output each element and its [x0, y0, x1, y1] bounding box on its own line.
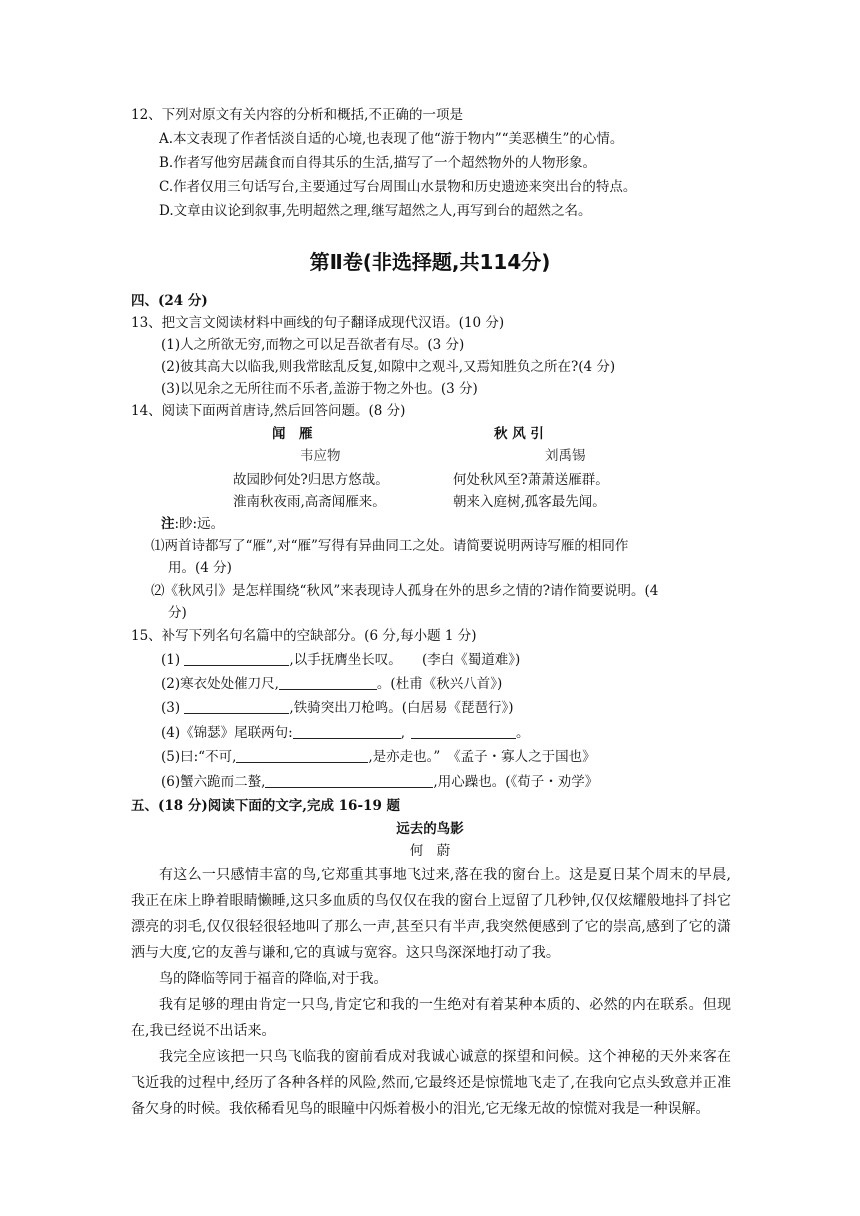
- part5-header: 五、(18 分)阅读下面的文字,完成 16-19 题: [131, 798, 401, 814]
- q15-item-text: 寒衣处处催刀尺,: [180, 676, 279, 692]
- article-title: 远去的鸟影: [396, 821, 464, 837]
- q15-item-num: (4): [161, 725, 181, 741]
- q15-item-5: [161, 746, 596, 768]
- q15-item-text: ,以手抚膺坐长叹。 (李白《蜀道难》): [289, 652, 521, 668]
- q12-option-c: C.作者仅用三句话写台,主要通过写台周围山水景物和历史遗迹来突出台的特点。: [159, 179, 637, 195]
- q12-stem: 12、下列对原文有关内容的分析和概括,不正确的一项是: [131, 107, 463, 123]
- q15-item-6: [161, 771, 598, 793]
- q15-item-num: (5): [161, 749, 181, 765]
- q15-stem: 15、补写下列名句名篇中的空缺部分。(6 分,每小题 1 分): [131, 628, 477, 644]
- paragraph: 有这么一只感情丰富的鸟,它郑重其事地飞过来,落在我的窗台上。这是夏日某个周末的早晨,我正在床上睁着眼睛懒睡,这只多血质的鸟仅仅在我的窗台上逗留了几秒钟,仅仅炫耀般地抖了抖它漂亮的羽毛,仅仅很轻很轻地叫了那么一声,甚至只有半声,我突然便感到了它的崇高,感到了它的潇洒与大度,它的友善与谦和,它的真诚与宽容。这只鸟深深地打动了我。: [131, 867, 731, 961]
- poem2-author: 刘禹锡: [545, 448, 586, 464]
- q14-sub2-line1: ⑵《秋风引》是怎样围绕“秋风”来表现诗人孤身在外的思乡之情的?请作简要说明。(4: [151, 583, 659, 599]
- q15-blank[interactable]: [293, 724, 401, 739]
- article-body: [131, 862, 731, 1122]
- q13-item-2: (2)彼其高大以临我,则我常眩乱反复,如隙中之观斗,又焉知胜负之所在?(4 分): [161, 359, 616, 375]
- q15-item-num: (3): [161, 700, 181, 716]
- q15-item-4: [161, 722, 529, 744]
- q15-item-text: ,: [400, 725, 405, 741]
- q15-item-3: [161, 697, 514, 719]
- q14-sub1-line1: ⑴两首诗都写了“雁”,对“雁”写得有异曲同工之处。请简要说明两诗写雁的相同作: [151, 538, 629, 554]
- poem1-title: 闻 雁: [272, 426, 313, 442]
- q12-option-a: A.本文表现了作者恬淡自适的心境,也表现了他“游于物内”“美恶横生”的心情。: [159, 131, 624, 147]
- poem1-line1: 故园眇何处?归思方悠哉。: [233, 472, 389, 488]
- q14-sub2-line2: 分): [168, 605, 187, 621]
- q15-item-num: (2): [161, 676, 181, 692]
- q12-option-b: B.作者写他穷居蔬食而自得其乐的生活,描写了一个超然物外的人物形象。: [159, 155, 597, 171]
- poem2-line2: 朝来入庭树,孤客最先闻。: [453, 494, 606, 510]
- q15-item-num: (1): [161, 652, 181, 668]
- note-text: :眇:远。: [174, 516, 225, 532]
- poem2-line1: 何处秋风至?萧萧送雁群。: [453, 472, 609, 488]
- q15-blank[interactable]: [236, 748, 368, 763]
- poem1-line2: 淮南秋夜雨,高斋闻雁来。: [233, 494, 386, 510]
- part4-header: 四、(24 分): [131, 293, 208, 309]
- q13-item-1: (1)人之所欲无穷,而物之可以足吾欲者有尽。(3 分): [161, 337, 465, 353]
- q15-item-text: ,用心躁也。(《荀子・劝学》: [433, 774, 599, 790]
- q15-item-num: (6): [161, 774, 181, 790]
- section-title: 第Ⅱ卷(非选择题,共114分): [309, 250, 551, 274]
- q15-blank[interactable]: [411, 724, 516, 739]
- q15-item-text: ,铁骑突出刀枪鸣。(白居易《琵琶行》): [289, 700, 514, 716]
- q15-item-2: [161, 673, 502, 695]
- article-author: 何 蔚: [409, 843, 451, 859]
- q15-blank[interactable]: [279, 675, 377, 690]
- q15-item-1: [161, 649, 520, 671]
- poem1-author: 韦应物: [300, 448, 341, 464]
- q13-stem: 13、把文言文阅读材料中画线的句子翻译成现代汉语。(10 分): [131, 315, 505, 331]
- poem2-title: 秋 风 引: [494, 426, 544, 442]
- paragraph: 鸟的降临等同于福音的降临,对于我。: [159, 971, 388, 987]
- q15-item-text: 。: [515, 725, 530, 741]
- q13-item-3: (3)以见余之无所往而不乐者,盖游于物之外也。(3 分): [161, 381, 478, 397]
- q15-item-text: 蟹六跪而二螯,: [180, 774, 266, 790]
- q14-sub1-line2: 用。(4 分): [168, 560, 232, 576]
- q15-item-text: 。(杜甫《秋兴八首》): [376, 676, 503, 692]
- q15-blank[interactable]: [184, 699, 289, 714]
- q14-note: [161, 513, 224, 535]
- q12-option-d: D.文章由议论到叙事,先明超然之理,继写超然之人,再写到台的超然之名。: [159, 203, 592, 219]
- note-label: 注: [161, 516, 175, 532]
- q15-item-text: ,是亦走也。” 《孟子・寡人之于国也》: [368, 749, 596, 765]
- q15-item-text: 《锦瑟》尾联两句:: [180, 725, 293, 741]
- paragraph: 我有足够的理由肯定一只鸟,肯定它和我的一生绝对有着某种本质的、必然的内在联系。但现在,我已经说不出话来。: [131, 997, 731, 1039]
- q15-item-text: 曰:“不可,: [180, 749, 237, 765]
- paragraph: 我完全应该把一只鸟飞临我的窗前看成对我诚心诚意的探望和问候。这个神秘的天外来客在飞近我的过程中,经历了各种各样的风险,然而,它最终还是惊慌地飞走了,在我向它点头致意并正准备欠身的时候。我依稀看见鸟的眼瞳中闪烁着极小的泪光,它无缘无故的惊慌对我是一种误解。: [131, 1049, 731, 1117]
- q15-blank[interactable]: [184, 651, 289, 666]
- q15-blank[interactable]: [265, 773, 433, 788]
- q14-stem: 14、阅读下面两首唐诗,然后回答问题。(8 分): [131, 403, 406, 419]
